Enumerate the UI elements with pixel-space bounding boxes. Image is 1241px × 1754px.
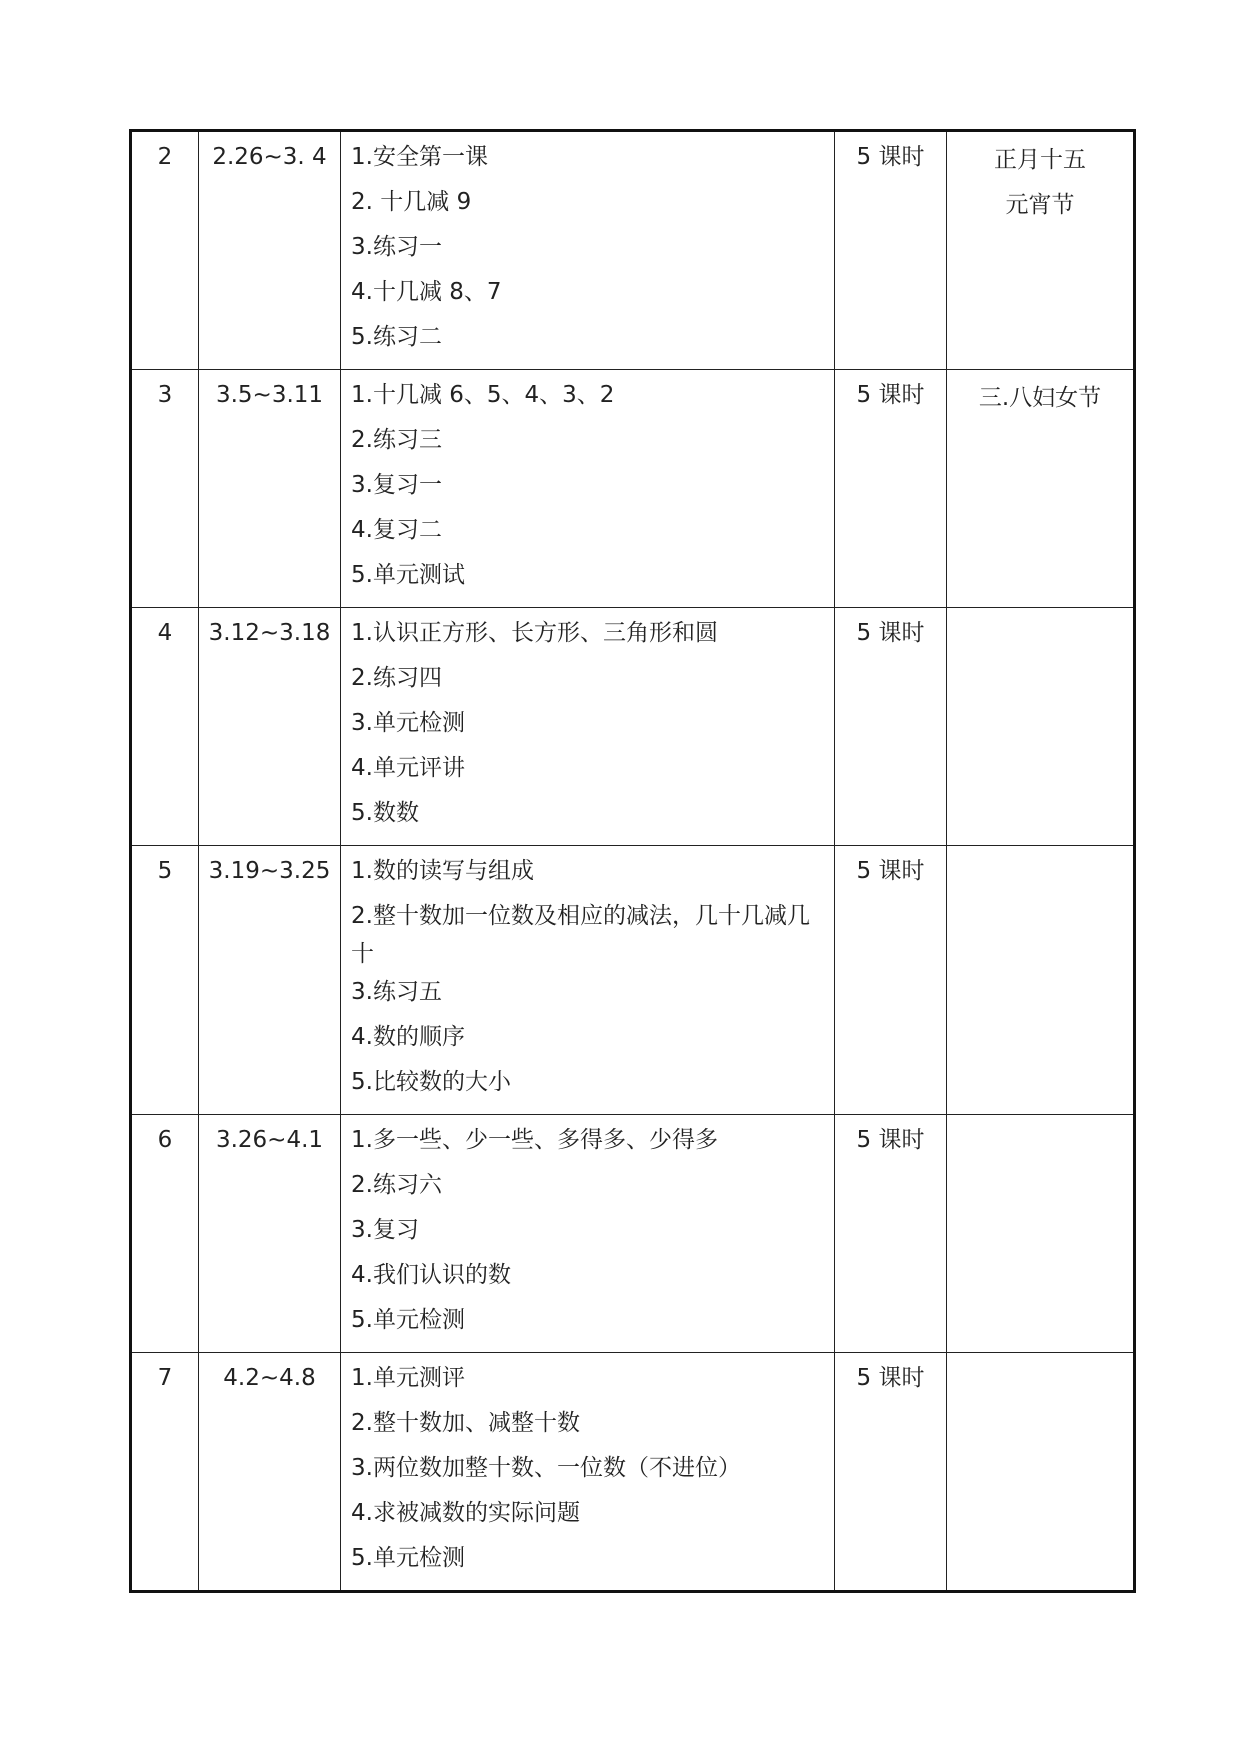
table-row	[131, 370, 1135, 608]
lessons-cell	[341, 131, 835, 370]
holiday-notes	[947, 846, 1133, 852]
lesson-item: 4.十几减 8、7	[351, 279, 502, 305]
week-number: 4	[157, 620, 173, 646]
lessons-cell	[341, 608, 835, 846]
table-row	[131, 131, 1135, 370]
lesson-item: 5.数数	[351, 800, 419, 826]
lesson-list	[341, 1353, 834, 1590]
date-range: 3.12~3.18	[208, 620, 331, 646]
class-hours: 5 课时	[856, 620, 925, 646]
week-number: 7	[157, 1365, 173, 1391]
date-range-cell	[199, 370, 341, 608]
notes-cell	[947, 1115, 1135, 1353]
lesson-item: 3.练习五	[351, 979, 442, 1005]
hours-cell	[835, 1353, 947, 1592]
week-number: 2	[157, 144, 173, 170]
notes-cell	[947, 608, 1135, 846]
holiday-note: 三.八妇女节	[978, 385, 1102, 411]
class-hours: 5 课时	[856, 858, 925, 884]
lesson-list	[341, 370, 834, 607]
lesson-item: 5.单元检测	[351, 1307, 465, 1333]
notes-cell	[947, 131, 1135, 370]
week-cell	[131, 846, 199, 1115]
holiday-notes	[947, 1115, 1133, 1121]
holiday-note: 元宵节	[1005, 192, 1075, 218]
lesson-item: 1.十几减 6、5、4、3、2	[351, 382, 615, 408]
lesson-item: 2.练习六	[351, 1172, 442, 1198]
lesson-item: 4.单元评讲	[351, 755, 465, 781]
holiday-notes	[947, 370, 1133, 421]
class-hours: 5 课时	[856, 1127, 925, 1153]
holiday-notes	[947, 1353, 1133, 1359]
week-cell	[131, 131, 199, 370]
lesson-item: 3.复习一	[351, 472, 442, 498]
lesson-item: 3.练习一	[351, 234, 442, 260]
lesson-list	[341, 132, 834, 369]
date-range: 3.5~3.11	[215, 382, 324, 408]
date-range-cell	[199, 1115, 341, 1353]
lesson-item: 1.安全第一课	[351, 144, 488, 170]
lesson-item: 5.练习二	[351, 324, 442, 350]
hours-cell	[835, 131, 947, 370]
holiday-notes	[947, 132, 1133, 228]
date-range: 3.19~3.25	[208, 858, 331, 884]
lesson-item: 1.单元测评	[351, 1365, 465, 1391]
lesson-list	[341, 608, 834, 845]
lesson-item: 2.整十数加、减整十数	[351, 1410, 580, 1436]
lessons-cell	[341, 846, 835, 1115]
lesson-item: 4.求被减数的实际问题	[351, 1500, 580, 1526]
lesson-item: 2.整十数加一位数及相应的减法，几十几减几十	[351, 903, 810, 967]
lesson-item: 4.数的顺序	[351, 1024, 465, 1050]
lesson-item: 5.单元测试	[351, 562, 465, 588]
date-range-cell	[199, 1353, 341, 1592]
lessons-cell	[341, 370, 835, 608]
class-hours: 5 课时	[856, 144, 925, 170]
class-hours: 5 课时	[856, 1365, 925, 1391]
date-range: 2.26~3. 4	[212, 144, 327, 170]
date-range-cell	[199, 608, 341, 846]
lessons-cell	[341, 1115, 835, 1353]
lesson-item: 1.数的读写与组成	[351, 858, 534, 884]
class-hours: 5 课时	[856, 382, 925, 408]
date-range: 4.2~4.8	[223, 1365, 316, 1391]
lesson-list	[341, 846, 834, 1114]
lesson-item: 3.单元检测	[351, 710, 465, 736]
week-number: 3	[157, 382, 173, 408]
lesson-item: 4.复习二	[351, 517, 442, 543]
week-cell	[131, 370, 199, 608]
week-number: 6	[157, 1127, 173, 1153]
schedule-table	[129, 129, 1136, 1593]
date-range-cell	[199, 131, 341, 370]
lessons-cell	[341, 1353, 835, 1592]
hours-cell	[835, 370, 947, 608]
lesson-item: 2.练习四	[351, 665, 442, 691]
lesson-item: 1.认识正方形、长方形、三角形和圆	[351, 620, 718, 646]
lesson-item: 3.复习	[351, 1217, 419, 1243]
hours-cell	[835, 846, 947, 1115]
notes-cell	[947, 846, 1135, 1115]
lesson-item: 4.我们认识的数	[351, 1262, 511, 1288]
lesson-item: 5.单元检测	[351, 1545, 465, 1571]
notes-cell	[947, 1353, 1135, 1592]
week-cell	[131, 1115, 199, 1353]
week-cell	[131, 608, 199, 846]
holiday-note: 正月十五	[994, 147, 1086, 173]
schedule-body	[131, 131, 1135, 1592]
hours-cell	[835, 1115, 947, 1353]
lesson-item: 2.练习三	[351, 427, 442, 453]
lesson-list	[341, 1115, 834, 1352]
table-row	[131, 1353, 1135, 1592]
holiday-notes	[947, 608, 1133, 614]
lesson-item: 5.比较数的大小	[351, 1069, 511, 1095]
table-row	[131, 846, 1135, 1115]
date-range: 3.26~4.1	[215, 1127, 324, 1153]
lesson-item: 3.两位数加整十数、一位数（不进位）	[351, 1455, 741, 1481]
lesson-item: 1.多一些、少一些、多得多、少得多	[351, 1127, 718, 1153]
week-cell	[131, 1353, 199, 1592]
lesson-item: 2. 十几减 9	[351, 189, 472, 215]
hours-cell	[835, 608, 947, 846]
table-row	[131, 608, 1135, 846]
week-number: 5	[157, 858, 173, 884]
notes-cell	[947, 370, 1135, 608]
date-range-cell	[199, 846, 341, 1115]
table-row	[131, 1115, 1135, 1353]
